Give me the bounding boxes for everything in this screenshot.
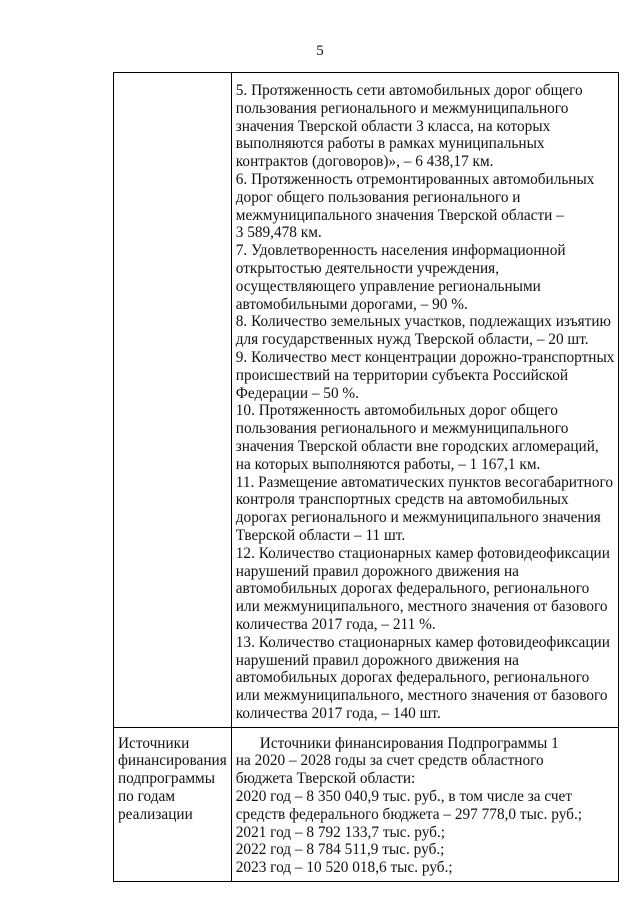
label-line: по годам <box>118 788 176 806</box>
text-line: 11. Размещение автоматических пунктов весогабаритного <box>235 473 614 491</box>
text-line: средств федерального бюджета – 297 778,0 тыс. руб.; <box>235 805 583 823</box>
indicators-label-cell <box>114 73 232 728</box>
text-line: 2021 год – 8 792 133,7 тыс. руб.; <box>235 823 445 841</box>
text-line: 2023 год – 10 520 018,6 тыс. руб.; <box>235 859 453 877</box>
text-line: контрактов (договоров)», – 6 438,17 км. <box>235 153 494 171</box>
funding-row <box>114 727 619 881</box>
text-line: на которых выполняются работы, – 1 167,1 км. <box>235 455 541 473</box>
text-line: выполняются работы в рамках муниципальных <box>235 135 545 153</box>
text-line: для государственных нужд Тверской области, – 20 шт. <box>235 331 589 349</box>
text-line: осуществляющего управление региональными <box>235 277 541 295</box>
text-line: на 2020 – 2028 годы за счет средств областного <box>235 752 544 770</box>
label-line: финансирования <box>118 752 227 770</box>
label-line: Источники <box>118 734 190 752</box>
text-line: 10. Протяженность автомобильных дорог общего <box>235 402 558 420</box>
text-line: значения Тверской области 3 класса, на которых <box>235 117 551 135</box>
text-line: 6. Протяженность отремонтированных автомобильных <box>235 170 595 188</box>
text-line: или межмуниципального, местного значения от базового <box>235 598 608 616</box>
text-line: пользования регионального и межмуниципального <box>235 99 569 117</box>
text-line: межмуниципального значения Тверской области – <box>235 206 564 224</box>
text-line: открытостью деятельности учреждения, <box>235 259 500 277</box>
text-line: количества 2017 года, – 211 %. <box>235 615 436 633</box>
text-line: дорогах регионального и межмуниципального значения <box>235 509 601 527</box>
funding-label <box>114 728 231 828</box>
text-line: происшествий на территории субъекта Российской <box>235 366 569 384</box>
text-line: контроля транспортных средств на автомобильных <box>235 491 569 509</box>
text-line: нарушений правил дорожного движения на <box>235 562 519 580</box>
page-number: 5 <box>316 43 324 59</box>
indicators-value-cell <box>231 73 619 728</box>
text-line: автомобильными дорогами, – 90 %. <box>235 295 468 313</box>
text-line: 2020 год – 8 350 040,9 тыс. руб., в том числе за счет <box>235 788 573 806</box>
text-line: или межмуниципального, местного значения от базового <box>235 687 608 705</box>
text-line: 13. Количество стационарных камер фотовидеофиксации <box>235 633 610 651</box>
indicators-text <box>232 73 619 727</box>
text-line: автомобильных дорогах федерального, регионального <box>235 580 590 598</box>
program-passport-table <box>113 72 619 882</box>
text-line: бюджета Тверской области: <box>235 770 416 788</box>
text-line: Источники финансирования Подпрограммы 1 <box>259 734 559 752</box>
text-line: дорог общего пользования регионального и <box>235 188 521 206</box>
label-line: реализации <box>118 805 193 823</box>
text-line: 2022 год – 8 784 511,9 тыс. руб.; <box>235 841 445 859</box>
funding-label-cell <box>114 727 232 881</box>
funding-value-cell <box>231 727 619 881</box>
text-line: Федерации – 50 %. <box>235 384 359 402</box>
text-line: количества 2017 года, – 140 шт. <box>235 704 441 722</box>
text-line: автомобильных дорогах федерального, регионального <box>235 669 590 687</box>
text-line: значения Тверской области вне городских агломераций, <box>235 437 599 455</box>
text-line: 5. Протяженность сети автомобильных дорог общего <box>235 82 583 99</box>
text-line: 12. Количество стационарных камер фотовидеофиксации <box>235 544 610 562</box>
indicators-row <box>114 73 619 728</box>
funding-text <box>232 728 619 881</box>
text-line: 7. Удовлетворенность населения информационной <box>235 242 566 260</box>
text-line: Тверской области – 11 шт. <box>235 526 406 544</box>
text-line: 8. Количество земельных участков, подлежащих изъятию <box>235 313 611 331</box>
text-line: нарушений правил дорожного движения на <box>235 651 519 669</box>
text-line: 3 589,478 км. <box>235 224 322 242</box>
text-line: пользования регионального и межмуниципального <box>235 420 569 438</box>
label-line: подпрограммы <box>118 770 216 788</box>
text-line: 9. Количество мест концентрации дорожно-транспортных <box>235 348 615 366</box>
